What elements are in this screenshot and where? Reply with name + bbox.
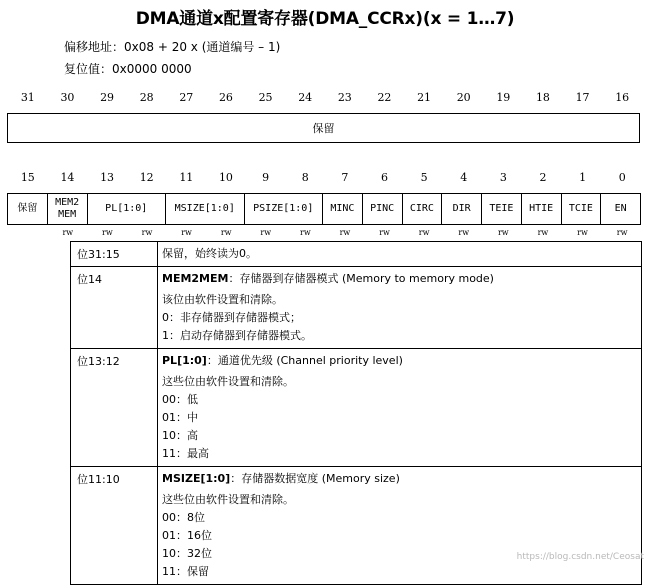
access-type: rw	[577, 228, 588, 237]
description-heading	[162, 471, 641, 491]
description-heading	[162, 246, 641, 266]
low-field-row	[7, 193, 641, 225]
bit-number-17: 17	[575, 91, 590, 104]
description-row	[71, 267, 642, 349]
field-cell: TEIE	[482, 194, 522, 224]
description-line: 这些位由软件设置和清除。	[162, 375, 294, 388]
bit-number-26: 26	[218, 91, 233, 104]
high-bit-numbers	[8, 91, 642, 107]
field-cell: TCIE	[562, 194, 602, 224]
bit-number-11: 11	[179, 171, 194, 184]
access-type: rw	[616, 228, 628, 237]
bit-range: 位11:10	[71, 467, 158, 585]
bit-number-1: 1	[579, 171, 587, 184]
bit-number-5: 5	[420, 171, 428, 184]
access-type: rw	[418, 228, 430, 237]
description-row	[71, 242, 642, 267]
field-cell: PINC	[363, 194, 403, 224]
field-cell: MINC	[323, 194, 363, 224]
field-cell: PL[1:0]	[88, 194, 167, 224]
bit-description-table	[70, 241, 642, 585]
bit-number-20: 20	[456, 91, 471, 104]
field-cell: EN	[614, 203, 627, 214]
field-title: ：存储器到存储器模式 (Memory to memory mode)	[228, 272, 494, 285]
field-cell: PSIZE[1:0]	[245, 194, 324, 224]
access-type: rw	[62, 228, 74, 237]
bit-number-9: 9	[262, 171, 270, 184]
field-cell: DIR	[442, 194, 482, 224]
description-line: 11：保留	[162, 565, 209, 578]
access-type: rw	[458, 228, 470, 237]
access-type: rw	[141, 228, 153, 237]
description-line: 0：非存储器到存储器模式；	[162, 311, 301, 324]
field-name: MSIZE[1:0]	[162, 472, 231, 485]
access-type: rw	[220, 228, 232, 237]
description-line: 10：高	[162, 429, 198, 442]
description-line: 01：16位	[162, 529, 212, 542]
bit-number-21: 21	[417, 91, 432, 104]
bit-number-6: 6	[380, 171, 388, 184]
description-text	[158, 349, 642, 467]
bit-number-18: 18	[535, 91, 550, 104]
bit-number-28: 28	[139, 91, 154, 104]
description-heading	[162, 353, 641, 373]
description-row	[71, 349, 642, 467]
bit-number-7: 7	[341, 171, 349, 184]
bit-number-24: 24	[298, 91, 313, 104]
page-title: DMA通道x配置寄存器(DMA_CCRx)(x = 1…7)	[135, 9, 515, 29]
access-row	[48, 228, 642, 240]
high-reserved-label: 保留	[312, 122, 335, 135]
field-title: ：存储器数据宽度 (Memory size)	[230, 472, 400, 485]
description-line: 00：8位	[162, 511, 205, 524]
access-type: rw	[339, 228, 351, 237]
bit-range: 位13:12	[71, 349, 158, 467]
description-heading	[162, 271, 641, 291]
field-cell: 保留	[8, 194, 48, 224]
bit-number-13: 13	[100, 171, 115, 184]
description-line: 11：最高	[162, 447, 209, 460]
bit-range: 位14	[71, 267, 158, 349]
bit-number-3: 3	[499, 171, 507, 184]
watermark: https://blog.csdn.net/Ceosat	[516, 552, 644, 562]
field-name: MEM2MEM	[162, 272, 229, 285]
access-type: rw	[537, 228, 549, 237]
bit-number-0: 0	[618, 171, 626, 184]
field-title: ：通道优先级 (Channel priority level)	[206, 354, 403, 367]
access-type: rw	[497, 228, 509, 237]
high-reserved-field	[7, 113, 640, 143]
bit-number-8: 8	[301, 171, 309, 184]
bit-number-22: 22	[377, 91, 392, 104]
bit-number-23: 23	[337, 91, 352, 104]
field-title: 保留，始终读为0。	[162, 247, 257, 260]
bit-number-25: 25	[258, 91, 273, 104]
access-type: rw	[300, 228, 311, 237]
bit-number-27: 27	[179, 91, 194, 104]
description-text	[158, 467, 642, 585]
bit-range: 位31:15	[71, 242, 158, 267]
access-type: rw	[102, 228, 113, 237]
bit-number-14: 14	[60, 171, 75, 184]
description-text	[158, 267, 642, 349]
reset-value: 复位值：0x0000 0000	[64, 62, 192, 76]
description-text	[158, 242, 642, 267]
description-line: 00：低	[162, 393, 198, 406]
field-name: PL[1:0]	[162, 354, 207, 367]
low-bit-numbers	[8, 171, 642, 187]
bit-number-19: 19	[496, 91, 511, 104]
bit-number-29: 29	[100, 91, 115, 104]
field-cell: HTIE	[522, 194, 562, 224]
description-line: 1：启动存储器到存储器模式。	[162, 329, 312, 342]
description-line: 这些位由软件设置和清除。	[162, 493, 294, 506]
bit-number-4: 4	[460, 171, 468, 184]
field-cell: MSIZE[1:0]	[166, 194, 245, 224]
access-type: rw	[260, 228, 272, 237]
bit-number-10: 10	[218, 171, 233, 184]
bit-number-15: 15	[20, 171, 35, 184]
bit-number-16: 16	[615, 91, 630, 104]
description-line: 该位由软件设置和清除。	[162, 293, 283, 306]
bit-number-30: 30	[60, 91, 75, 104]
field-cell: CIRC	[403, 194, 443, 224]
bit-number-2: 2	[539, 171, 547, 184]
offset-address: 偏移地址：0x08 + 20 x (通道编号 – 1)	[64, 40, 281, 54]
access-type: rw	[181, 228, 192, 237]
description-line: 01：中	[162, 411, 198, 424]
description-line: 10：32位	[162, 547, 212, 560]
bit-number-12: 12	[139, 171, 154, 184]
bit-number-31: 31	[20, 91, 35, 104]
description-row	[71, 467, 642, 585]
field-cell: MEM2 MEM	[48, 194, 88, 224]
access-type: rw	[379, 228, 390, 237]
